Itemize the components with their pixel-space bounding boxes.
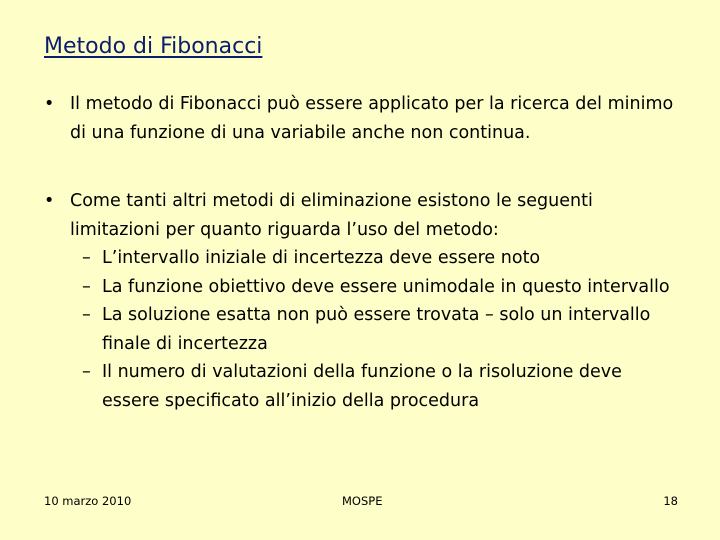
sub-marker: – xyxy=(82,276,91,297)
bullet-marker: • xyxy=(44,94,55,114)
sub-marker: – xyxy=(82,362,91,382)
bullet-item xyxy=(44,187,684,244)
sub-item xyxy=(44,358,684,415)
footer-date: 10 marzo 2010 xyxy=(44,494,132,508)
bullet-text: Come tanti altri metodi di eliminazione esistono le seguenti limitazioni per quanto riguarda l’uso del metodo: xyxy=(70,191,593,240)
slide-title: Metodo di Fibonacci xyxy=(44,34,263,59)
sub-item xyxy=(44,273,684,302)
sub-item xyxy=(44,244,684,273)
bullet-marker: • xyxy=(44,191,55,211)
sub-item-text: Il numero di valutazioni della funzione o la risoluzione deve essere specificato all’inizio della procedura xyxy=(102,362,622,411)
sub-item-text: La soluzione esatta non può essere trovata – solo un intervallo finale di incertezza xyxy=(102,305,651,354)
footer-center-text: MOSPE xyxy=(342,494,383,508)
bullet-text: Il metodo di Fibonacci può essere applicato per la ricerca del minimo di una funzione di una variabile anche non continua. xyxy=(70,94,674,143)
slide-body xyxy=(44,90,684,415)
sub-item-text: La funzione obiettivo deve essere unimodale in questo intervallo xyxy=(102,276,670,297)
sub-item xyxy=(44,301,684,358)
footer-page-number: 18 xyxy=(663,494,678,508)
bullet-item xyxy=(44,90,684,147)
sub-item-text: L’intervallo iniziale di incertezza deve essere noto xyxy=(102,248,541,268)
sub-marker: – xyxy=(82,305,91,325)
sub-marker: – xyxy=(82,248,91,268)
